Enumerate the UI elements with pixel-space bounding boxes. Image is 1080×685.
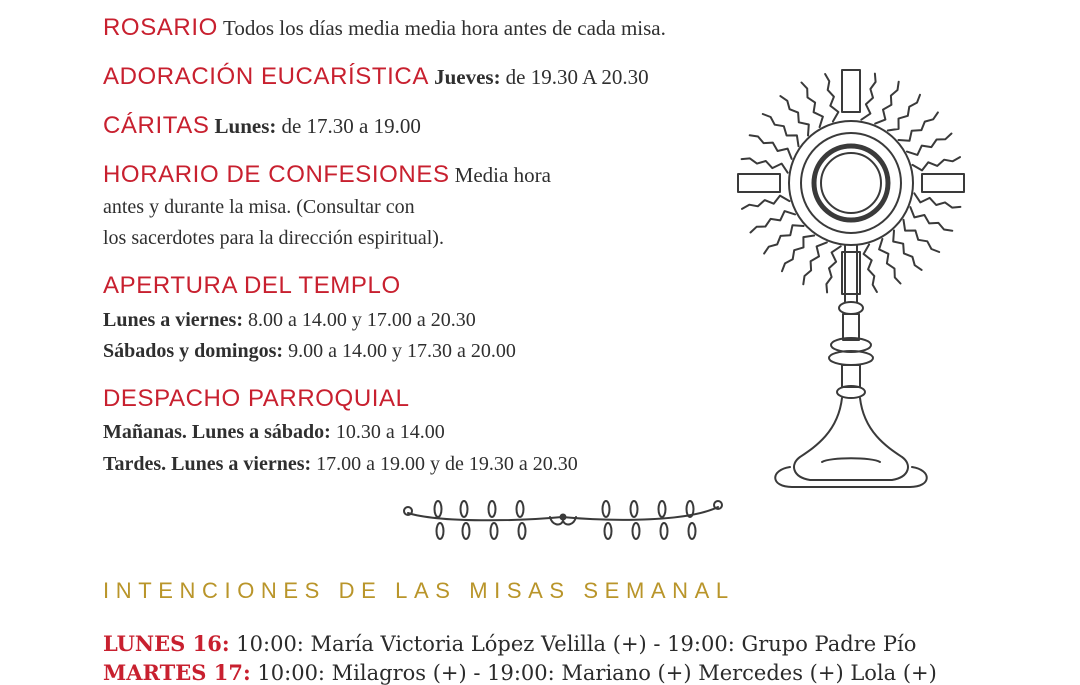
despacho-row-1-label: Mañanas. Lunes a sábado: (103, 421, 331, 443)
confesiones-text-2: antes y durante la misa. (Consultar con (103, 196, 415, 218)
despacho-line (103, 385, 410, 413)
apertura-row-1 (103, 309, 476, 332)
intentions-title: INTENCIONES DE LAS MISAS SEMANAL (103, 578, 735, 603)
adoracion-text: de 19.30 A 20.30 (505, 65, 649, 89)
intention-text: 10:00: María Victoria López Velilla (+) - 19:00: Grupo Padre Pío (236, 632, 917, 656)
apertura-line (103, 272, 401, 300)
monstrance-icon (730, 62, 980, 492)
rosario-heading: ROSARIO (103, 14, 218, 41)
intention-row (103, 660, 937, 685)
despacho-heading: DESPACHO PARROQUIAL (103, 385, 410, 412)
caritas-heading: CÁRITAS (103, 112, 210, 139)
leaf-divider-icon (400, 495, 725, 555)
rosario-text: Todos los días media media hora antes de cada misa. (222, 16, 666, 40)
intention-row (103, 631, 916, 656)
apertura-row-2 (103, 340, 516, 363)
caritas-text: de 17.30 a 19.00 (281, 114, 421, 138)
intention-day: MARTES 17: (103, 660, 251, 685)
apertura-heading: APERTURA DEL TEMPLO (103, 272, 401, 299)
intention-day: LUNES 16: (103, 631, 230, 656)
confesiones-text-3: los sacerdotes para la dirección espiritual). (103, 227, 444, 249)
despacho-row-2 (103, 453, 578, 476)
despacho-row-1 (103, 421, 445, 444)
confesiones-text-1: Media hora (454, 163, 551, 187)
adoracion-day: Jueves: (434, 65, 501, 89)
confesiones-line (103, 161, 551, 189)
despacho-row-2-text: 17.00 a 19.00 y de 19.30 a 20.30 (316, 453, 578, 475)
caritas-line (103, 112, 421, 140)
rosario-line (103, 14, 666, 42)
confesiones-heading: HORARIO DE CONFESIONES (103, 161, 450, 188)
apertura-row-1-text: 8.00 a 14.00 y 17.00 a 20.30 (248, 309, 476, 331)
despacho-row-2-label: Tardes. Lunes a viernes: (103, 453, 312, 475)
intention-text: 10:00: Milagros (+) - 19:00: Mariano (+) Mercedes (+) Lola (+) (257, 661, 937, 685)
caritas-day: Lunes: (214, 114, 277, 138)
apertura-row-2-label: Sábados y domingos: (103, 340, 284, 362)
adoracion-line (103, 63, 649, 91)
apertura-row-1-label: Lunes a viernes: (103, 309, 243, 331)
adoracion-heading: ADORACIÓN EUCARÍSTICA (103, 63, 429, 90)
despacho-row-1-text: 10.30 a 14.00 (335, 421, 445, 443)
apertura-row-2-text: 9.00 a 14.00 y 17.30 a 20.00 (288, 340, 516, 362)
